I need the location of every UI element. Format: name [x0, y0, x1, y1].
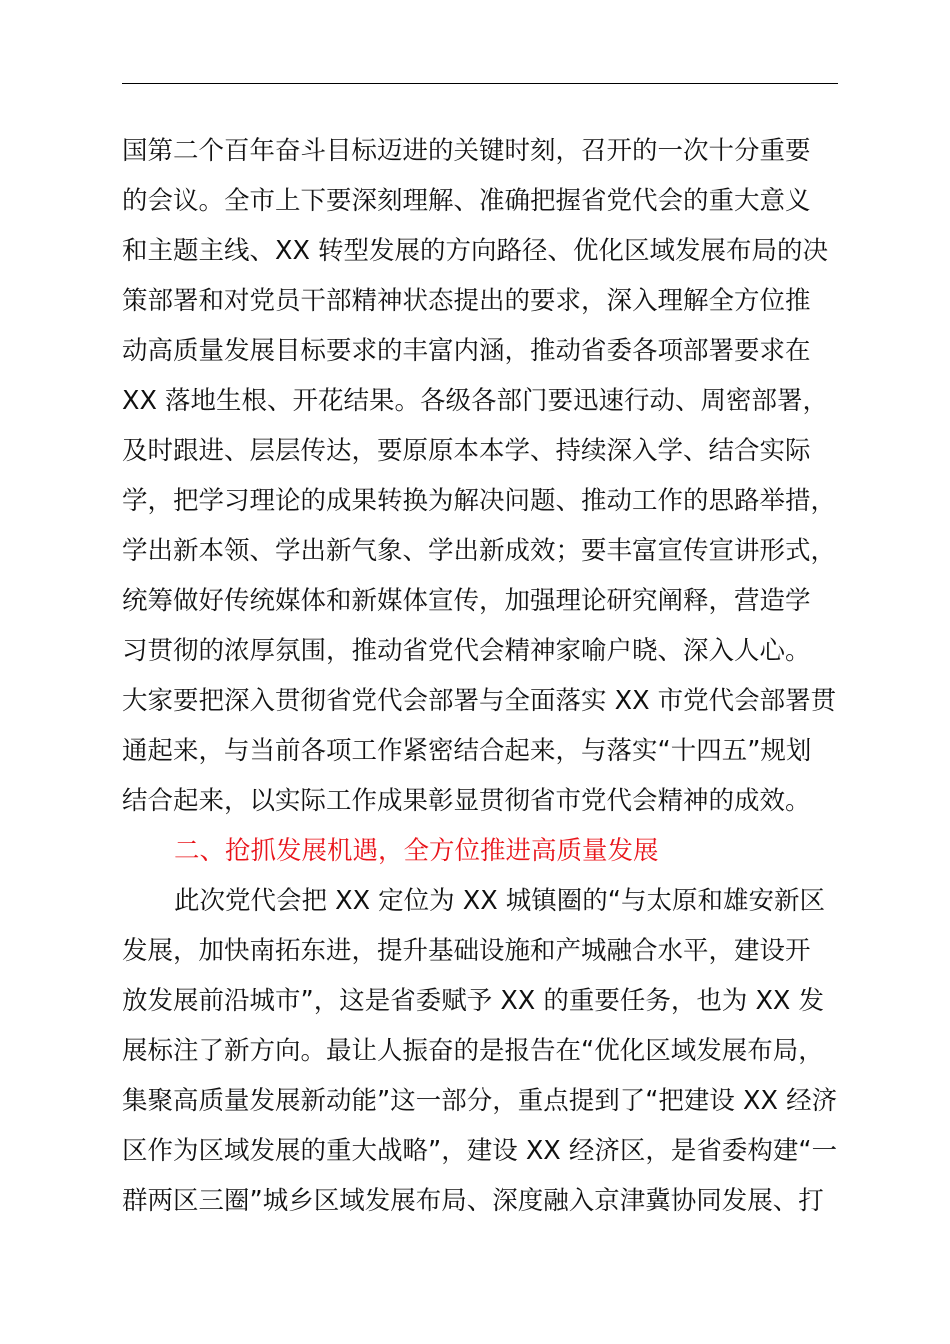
section-heading: 二、抢抓发展机遇，全方位推进高质量发展 — [174, 836, 659, 866]
paragraph-line: XX 落地生根、开花结果。各级各部门要迅速行动、周密部署， — [122, 386, 829, 416]
paragraph-line: 的会议。全市上下要深刻理解、准确把握省党代会的重大意义 — [122, 186, 811, 216]
paragraph-line: 大家要把深入贯彻省党代会部署与全面落实 XX 市党代会部署贯 — [122, 686, 837, 716]
paragraph-line: 动高质量发展目标要求的丰富内涵，推动省委各项部署要求在 — [122, 336, 811, 366]
paragraph-line: 区作为区域发展的重大战略”，建设 XX 经济区，是省委构建“一 — [122, 1136, 838, 1166]
paragraph-line: 和主题主线、XX 转型发展的方向路径、优化区域发展布局的决 — [122, 236, 829, 266]
paragraph-line: 学，把学习理论的成果转换为解决问题、推动工作的思路举措， — [122, 486, 837, 516]
paragraph-line: 统筹做好传统媒体和新媒体宣传，加强理论研究阐释，营造学 — [122, 586, 811, 616]
header-rule — [122, 83, 838, 84]
body-text — [122, 126, 862, 1226]
paragraph-line: 群两区三圈”城乡区域发展布局、深度融入京津冀协同发展、打 — [122, 1186, 824, 1216]
paragraph-line: 国第二个百年奋斗目标迈进的关键时刻，召开的一次十分重要 — [122, 136, 811, 166]
paragraph-line: 放发展前沿城市”，这是省委赋予 XX 的重要任务，也为 XX 发 — [122, 986, 825, 1016]
paragraph-line: 策部署和对党员干部精神状态提出的要求，深入理解全方位推 — [122, 286, 811, 316]
paragraph-line: 结合起来，以实际工作成果彰显贯彻省市党代会精神的成效。 — [122, 786, 811, 816]
paragraph-line: 通起来，与当前各项工作紧密结合起来，与落实“十四五”规划 — [122, 736, 812, 766]
paragraph-line: 展标注了新方向。最让人振奋的是报告在“优化区域发展布局， — [122, 1036, 824, 1066]
paragraph-line: 发展，加快南拓东进，提升基础设施和产城融合水平，建设开 — [122, 936, 811, 966]
paragraph-line: 此次党代会把 XX 定位为 XX 城镇圈的“与太原和雄安新区 — [174, 886, 826, 916]
paragraph-line: 学出新本领、学出新气象、学出新成效；要丰富宣传宣讲形式， — [122, 536, 837, 566]
paragraph-line: 集聚高质量发展新动能”这一部分，重点提到了“把建设 XX 经济 — [122, 1086, 838, 1116]
paragraph-line: 习贯彻的浓厚氛围，推动省党代会精神家喻户晓、深入人心。 — [122, 636, 811, 666]
paragraph-line: 及时跟进、层层传达，要原原本本学、持续深入学、结合实际 — [122, 436, 811, 466]
